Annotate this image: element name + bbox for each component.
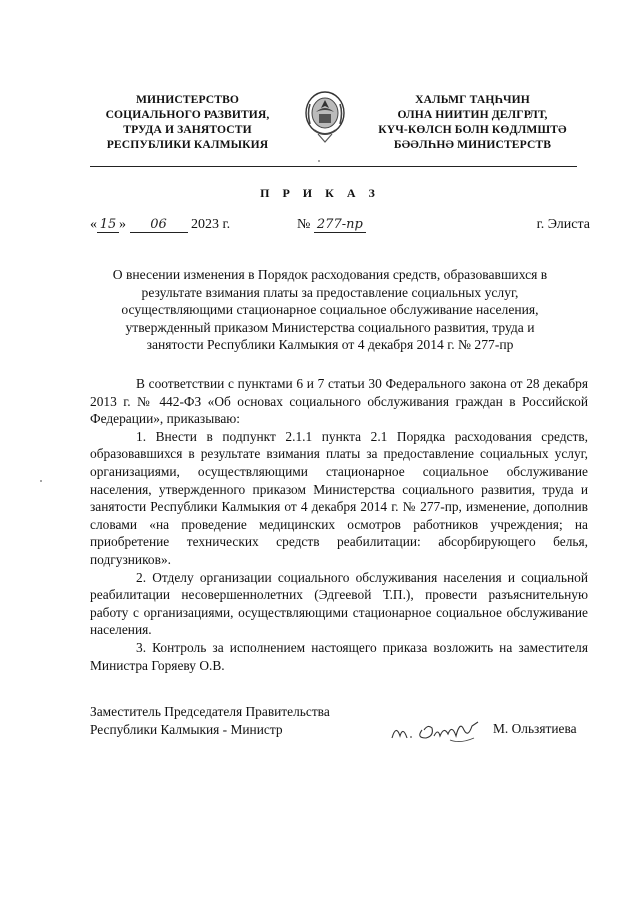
preamble-paragraph: В соответствии с пунктами 6 и 7 статьи 30 Федерального закона от 28 декабря 2013 г. № 442-ФЗ «Об основах социального обслуживания граждан в Российской Федерации», приказываю:	[90, 376, 588, 427]
header-right-line: КҮЧ-КӨЛСН БОЛН КӨДЛМШТӘ	[378, 123, 567, 136]
handwritten-signature	[388, 716, 483, 748]
header-left-line: РЕСПУБЛИКИ КАЛМЫКИЯ	[106, 138, 269, 151]
date-month: 06	[130, 218, 188, 233]
title-line: утвержденный приказом Министерства социального развития, труда и	[125, 319, 535, 335]
order-body	[90, 375, 588, 674]
clause-paragraph: 2. Отделу организации социального обслуживания населения и социальной реабилитации несовершеннолетних (Эдгеевой Т.П.), провести разъяснительную работу с организациями, осуществляющими стационарное социальное обслуживание населения.	[90, 569, 588, 638]
signatory-position	[90, 703, 330, 739]
order-date	[90, 217, 230, 233]
header-right-line: ХАЛЬМГ ТАҢҺЧИН	[415, 93, 530, 106]
header-left-line: МИНИСТЕРСТВО	[135, 93, 240, 106]
coat-of-arms-icon	[302, 86, 348, 146]
document-type: П Р И К А З	[260, 186, 380, 200]
number-value: 277-пр	[314, 218, 366, 233]
order-number	[297, 217, 366, 233]
order-city: г. Элиста	[536, 217, 590, 232]
header-right-line: ОЛНА НИИТИН ДЕЛГРЛТ,	[397, 108, 548, 121]
header-right-line: БӘӘЛҺНӘ МИНИСТЕРСТВ	[393, 138, 552, 151]
position-line: Заместитель Председателя Правительства	[90, 704, 330, 719]
header-left-line: СОЦИАЛЬНОГО РАЗВИТИЯ,	[105, 108, 270, 121]
title-line: О внесении изменения в Порядок расходования средств, образовавшихся в	[112, 267, 548, 282]
scan-speck	[318, 160, 320, 162]
title-line: занятости Республики Калмыкия от 4 декабря 2014 г. № 277-пр	[146, 337, 514, 353]
signatory-name: М. Ользятиева	[493, 721, 577, 736]
number-label: №	[297, 217, 311, 232]
scan-speck	[40, 480, 42, 482]
title-line: результате взимания платы за предоставление социальных услуг,	[141, 284, 519, 300]
clause-paragraph: 3. Контроль за исполнением настоящего приказа возложить на заместителя Министра Горяеву О.В.	[90, 639, 588, 673]
ministry-name-russian	[90, 92, 285, 152]
date-quote-open: «	[90, 217, 97, 232]
date-year: 2023 г.	[191, 217, 231, 232]
title-line: осуществляющими стационарное социальное обслуживание населения,	[121, 302, 539, 318]
clause-paragraph: 1. Внести в подпункт 2.1.1 пункта 2.1 Порядка расходования средств, образовавшихся в результате взимания платы за предоставление социальных услуг, организациями, осуществляющими стационарное социальное обслуживание населения, утвержденного приказом Министерства социального развития, труда и занятости Республики Калмыкия от 4 декабря 2014 г. № 277-пр, изменение, дополнив словами «на проведение медицинских осмотров работников учреждения; на приобретение технических средств реабилитации: абсорбирующего белья, подгузников».	[90, 428, 588, 567]
ministry-name-kalmyk	[365, 92, 580, 152]
date-day: 15	[97, 218, 119, 233]
header-left-line: ТРУДА И ЗАНЯТОСТИ	[123, 123, 252, 136]
date-quote-close: »	[119, 217, 126, 232]
order-title	[80, 266, 580, 354]
position-line: Республики Калмыкия - Министр	[90, 722, 283, 737]
header-divider	[90, 166, 577, 167]
